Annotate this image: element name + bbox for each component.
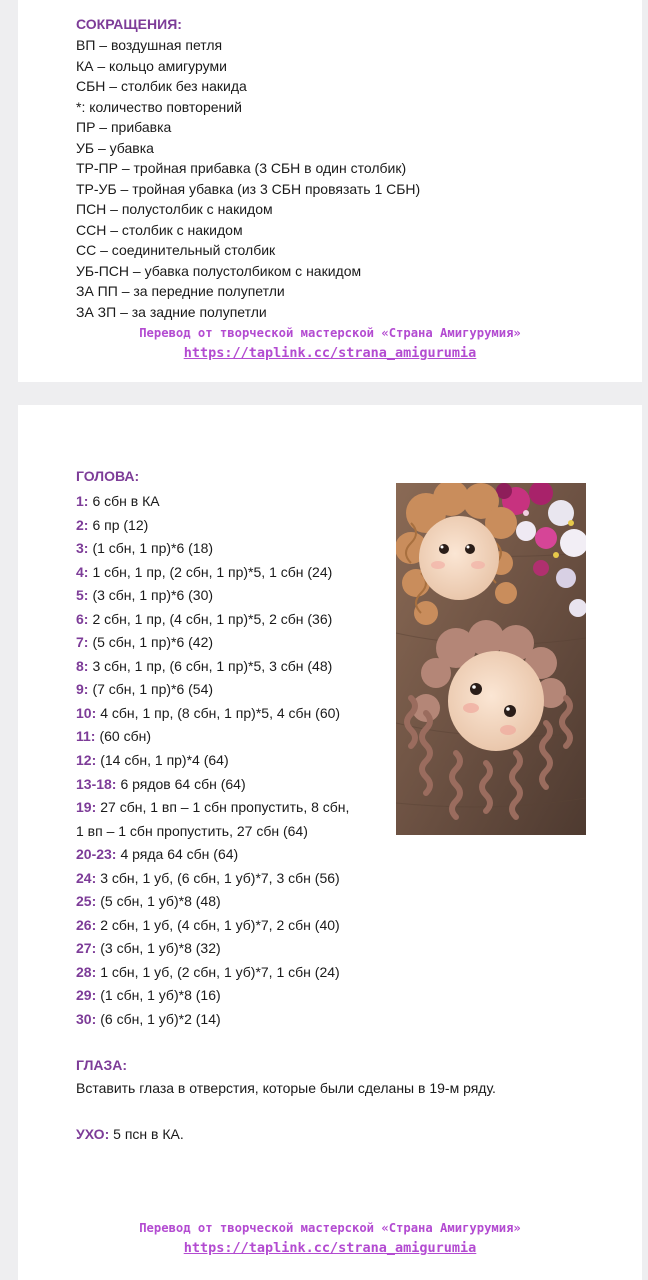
row-instruction: (60 сбн) (99, 728, 152, 745)
row-number: 10: (76, 704, 97, 721)
row-number: 2: (76, 516, 89, 533)
head-pattern-page (18, 405, 642, 1280)
pattern-row (76, 820, 349, 844)
abbreviations-list (76, 35, 420, 322)
row-instruction: (6 сбн, 1 уб)*2 (14) (100, 1011, 221, 1028)
pattern-row (76, 937, 349, 961)
row-instruction: 6 рядов 64 сбн (64) (120, 775, 246, 792)
abbreviation-item: УБ-ПСН – убавка полустолбиком с накидом (76, 262, 362, 279)
row-number: 5: (76, 587, 89, 604)
doll-heads-photo (396, 483, 586, 835)
row-number: 8: (76, 657, 89, 674)
row-instruction: 1 сбн, 1 пр, (2 сбн, 1 пр)*5, 1 сбн (24) (92, 563, 333, 580)
row-instruction: (7 сбн, 1 пр)*6 (54) (92, 681, 214, 698)
row-number: 29: (76, 987, 97, 1004)
ear-label: УХО: (76, 1126, 110, 1142)
eyes-heading: ГЛАЗА: (76, 1057, 128, 1073)
pattern-row (76, 1008, 349, 1032)
row-number: 30: (76, 1011, 97, 1028)
pattern-row (76, 984, 349, 1008)
pattern-row (76, 867, 349, 891)
pattern-row (76, 843, 349, 867)
row-instruction: 2 сбн, 1 пр, (4 сбн, 1 пр)*5, 2 сбн (36) (92, 610, 333, 627)
row-instruction: (1 сбн, 1 уб)*8 (16) (100, 987, 221, 1004)
row-instruction: 4 ряда 64 сбн (64) (120, 846, 239, 863)
row-number: 26: (76, 916, 97, 933)
abbreviation-item: ССН – столбик с накидом (76, 221, 243, 238)
abbreviation-item: УБ – убавка (76, 139, 154, 156)
credit-block-2 (18, 1218, 642, 1258)
row-number: 11: (76, 728, 96, 745)
pattern-row (76, 773, 349, 797)
row-number: 19: (76, 799, 97, 816)
row-instruction: 1 вп – 1 сбн пропустить, 27 сбн (64) (76, 822, 308, 839)
credit-text: Перевод от творческой мастерской «Страна Амигурумия» (139, 326, 521, 340)
row-instruction: 3 сбн, 1 пр, (6 сбн, 1 пр)*5, 3 сбн (48) (92, 657, 333, 674)
row-number: 6: (76, 610, 89, 627)
pattern-row (76, 608, 349, 632)
row-number: 24: (76, 869, 97, 886)
abbreviations-heading: СОКРАЩЕНИЯ: (76, 16, 182, 32)
abbreviation-item: СБН – столбик без накида (76, 78, 247, 94)
row-instruction: 4 сбн, 1 пр, (8 сбн, 1 пр)*5, 4 сбн (60) (100, 704, 341, 721)
head-heading: ГОЛОВА: (76, 468, 140, 484)
abbreviation-item: ТР-УБ – тройная убавка (из 3 СБН провязать 1 СБН) (76, 180, 421, 197)
row-number: 1: (76, 493, 89, 509)
pattern-row (76, 537, 349, 561)
row-instruction: 1 сбн, 1 уб, (2 сбн, 1 уб)*7, 1 сбн (24) (100, 963, 340, 980)
ear-text: 5 псн в КА. (109, 1126, 184, 1142)
pattern-row (76, 584, 349, 608)
pattern-row (76, 678, 349, 702)
row-number: 4: (76, 563, 89, 580)
credit-text: Перевод от творческой мастерской «Страна Амигурумия» (139, 1221, 521, 1235)
pattern-row (76, 914, 349, 938)
row-instruction: (5 сбн, 1 уб)*8 (48) (100, 893, 221, 910)
pattern-row (76, 490, 349, 514)
pattern-row (76, 749, 349, 773)
row-number: 9: (76, 681, 89, 698)
credit-block (18, 323, 642, 363)
abbreviation-item: ЗА ПП – за передние полупетли (76, 283, 285, 299)
abbreviation-item: КА – кольцо амигуруми (76, 57, 227, 74)
row-number: 12: (76, 752, 97, 769)
row-instruction: (14 сбн, 1 пр)*4 (64) (100, 752, 229, 769)
eyes-text: Вставить глаза в отверстия, которые были сделаны в 19-м ряду. (76, 1080, 496, 1096)
row-instruction: 2 сбн, 1 уб, (4 сбн, 1 уб)*7, 2 сбн (40) (100, 916, 340, 933)
pattern-row (76, 796, 349, 820)
row-instruction: (3 сбн, 1 пр)*6 (30) (92, 587, 214, 604)
pattern-row (76, 631, 349, 655)
row-number: 25: (76, 893, 97, 910)
head-rows-list (76, 490, 349, 1032)
pattern-row (76, 514, 349, 538)
abbreviation-item: ТР-ПР – тройная прибавка (3 СБН в один столбик) (76, 160, 407, 176)
pattern-row (76, 702, 349, 726)
pattern-row (76, 655, 349, 679)
abbreviation-item: ВП – воздушная петля (76, 37, 223, 53)
row-instruction: 3 сбн, 1 уб, (6 сбн, 1 уб)*7, 3 сбн (56) (100, 869, 340, 886)
row-number: 27: (76, 940, 97, 957)
row-instruction: (1 сбн, 1 пр)*6 (18) (92, 540, 214, 557)
pattern-row (76, 725, 349, 749)
abbreviations-page (18, 0, 642, 382)
abbreviation-item: СС – соединительный столбик (76, 242, 276, 258)
row-number: 28: (76, 963, 97, 980)
row-number: 13-18: (76, 775, 117, 792)
ear-paragraph (76, 1126, 184, 1142)
pattern-row (76, 890, 349, 914)
row-number: 7: (76, 634, 89, 651)
row-instruction: 6 сбн в КА (92, 493, 160, 509)
credit-link[interactable]: https://taplink.cc/strana_amigurumia (183, 1240, 477, 1256)
row-instruction: 27 сбн, 1 вп – 1 сбн пропустить, 8 сбн, (100, 799, 350, 816)
pattern-row (76, 961, 349, 985)
abbreviation-item: ЗА ЗП – за задние полупетли (76, 303, 267, 320)
row-instruction: (3 сбн, 1 уб)*8 (32) (100, 940, 221, 957)
credit-link[interactable]: https://taplink.cc/strana_amigurumia (183, 345, 477, 361)
abbreviation-item: ПР – прибавка (76, 119, 172, 135)
abbreviation-item: *: количество повторений (76, 98, 242, 115)
row-instruction: (5 сбн, 1 пр)*6 (42) (92, 634, 214, 651)
row-instruction: 6 пр (12) (92, 516, 149, 533)
abbreviation-item: ПСН – полустолбик с накидом (76, 201, 273, 217)
pattern-row (76, 561, 349, 585)
row-number: 3: (76, 540, 89, 557)
row-number: 20-23: (76, 846, 117, 863)
